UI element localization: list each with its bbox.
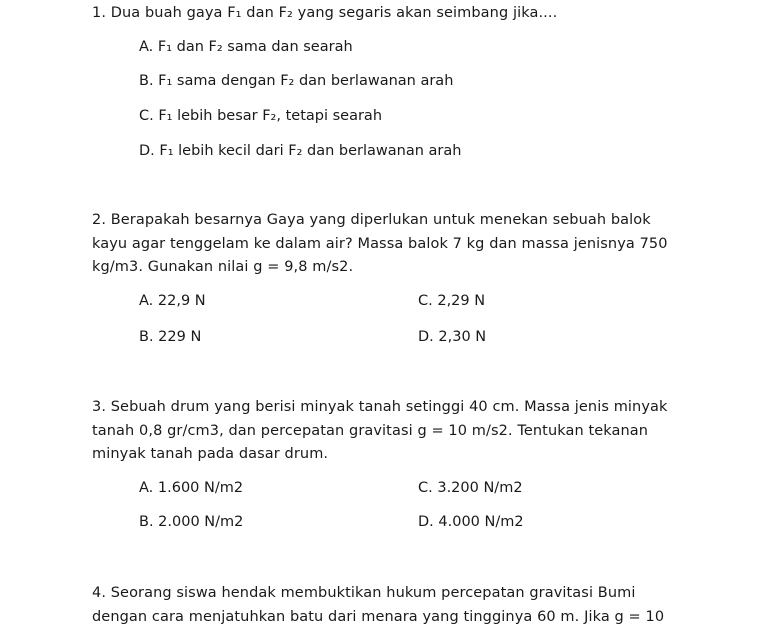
question-2-stem: 2. Berapakah besarnya Gaya yang diperlukan untuk menekan sebuah balok kayu agar tenggelam ke dalam air? Massa balok 7 kg dan massa jenisnya 750 kg/m3. Gunakan nilai g = 9,8 m/s2.: [92, 212, 668, 275]
question-1-option-b: B. F₁ sama dengan F₂ dan berlawanan arah: [139, 73, 454, 89]
question-4-stem: 4. Seorang siswa hendak membuktikan hukum percepatan gravitasi Bumi dengan cara menjatuhkan batu dari menara yang tingginya 60 m. Jika g = 10: [92, 585, 665, 625]
question-3-option-d: D. 4.000 N/m2: [418, 514, 524, 530]
question-3-option-a: A. 1.600 N/m2: [139, 480, 244, 496]
question-2-option-b: B. 229 N: [139, 329, 202, 345]
question-1-stem: 1. Dua buah gaya F₁ dan F₂ yang segaris akan seimbang jika....: [92, 5, 558, 21]
question-2-option-c: C. 2,29 N: [418, 293, 486, 309]
question-2-option-d: D. 2,30 N: [418, 329, 487, 345]
question-3-option-c: C. 3.200 N/m2: [418, 480, 523, 496]
question-1-option-a: A. F₁ dan F₂ sama dan searah: [139, 39, 353, 55]
question-3-option-b: B. 2.000 N/m2: [139, 514, 244, 530]
question-3-stem: 3. Sebuah drum yang berisi minyak tanah setinggi 40 cm. Massa jenis minyak tanah 0,8 gr/cm3, dan percepatan gravitasi g = 10 m/s2. Tentukan tekanan minyak tanah pada dasar drum.: [92, 399, 668, 462]
question-1-option-c: C. F₁ lebih besar F₂, tetapi searah: [139, 108, 383, 124]
question-1-option-d: D. F₁ lebih kecil dari F₂ dan berlawanan arah: [139, 143, 462, 159]
question-2-option-a: A. 22,9 N: [139, 293, 206, 309]
